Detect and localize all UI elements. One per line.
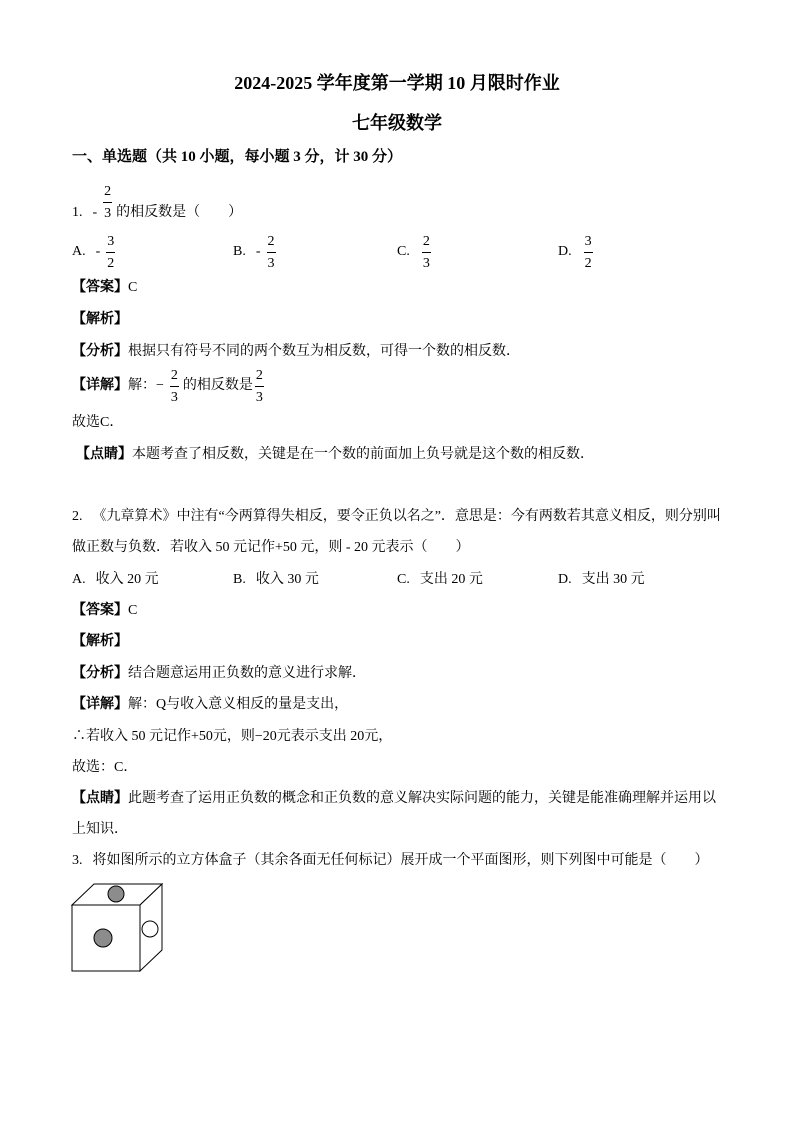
question-number: 1. — [72, 205, 83, 220]
dianjing-text: 本题考查了相反数，关键是在一个数的前面加上负号就是这个数的相反数． — [132, 447, 594, 462]
option-c — [397, 231, 435, 273]
denominator: 3 — [255, 389, 263, 405]
right-white-dot — [142, 921, 158, 937]
q1-dianjing-line — [76, 446, 594, 464]
detail-middle: 的相反数是 — [182, 378, 253, 393]
fraction — [168, 367, 181, 406]
detail-tag: 【详解】 — [72, 378, 128, 393]
detail-text: 解：Q与收入意义相反的量是支出， — [128, 697, 349, 712]
fraction-bar — [584, 252, 593, 253]
q1-detail-line — [72, 365, 268, 407]
option-label: C. — [397, 572, 410, 587]
numerator: 2 — [267, 233, 275, 249]
fraction — [265, 233, 278, 272]
fenxi-tag: 【分析】 — [72, 344, 128, 359]
answer-value: C — [128, 603, 138, 618]
numerator: 3 — [584, 233, 592, 249]
fraction — [104, 233, 117, 272]
q2-conclusion: 故选：C． — [72, 760, 138, 775]
answer-value: C — [128, 280, 138, 295]
q1-fenxi-line — [72, 343, 520, 361]
fraction — [253, 367, 266, 406]
q2-answer-line — [72, 602, 137, 620]
option-label: D. — [558, 244, 572, 259]
numerator: 2 — [170, 367, 178, 383]
question-stem: 将如图所示的立方体盒子（其余各面无任何标记）展开成一个平面图形，则下列图中可能是（ ） — [92, 853, 709, 868]
cube-figure — [60, 875, 170, 980]
question-1-options — [72, 231, 722, 273]
minus-sign: - — [95, 244, 101, 259]
option-c — [397, 571, 483, 589]
question-2-options — [72, 571, 722, 589]
fenxi-tag: 【分析】 — [72, 666, 128, 681]
denominator: 2 — [107, 255, 115, 271]
option-a — [72, 571, 159, 589]
page-title: 2024-2025 学年度第一学期 10 月限时作业 — [234, 73, 560, 93]
fraction — [420, 233, 433, 272]
denominator: 2 — [584, 255, 592, 271]
option-label: A. — [72, 244, 86, 259]
fraction-bar — [170, 386, 179, 387]
numerator: 2 — [422, 233, 430, 249]
q1-conclusion: 故选C． — [72, 415, 124, 430]
fraction-bar — [422, 252, 431, 253]
option-a — [72, 231, 119, 273]
numerator: 2 — [255, 367, 263, 383]
minus-sign: - — [92, 205, 98, 220]
fraction-bar — [255, 386, 264, 387]
fraction — [101, 183, 114, 222]
analysis-tag: 【解析】 — [72, 312, 128, 327]
answer-tag: 【答案】 — [72, 280, 128, 295]
question-2-stem-line-2: 做正数与负数．若收入 50 元记作+50 元，则 - 20 元表示（ ） — [72, 540, 470, 555]
denominator: 3 — [422, 255, 430, 271]
option-text: 支出 20 元 — [419, 572, 483, 587]
q2-detail-line-1 — [72, 696, 348, 714]
option-text: 支出 30 元 — [581, 572, 645, 587]
numerator: 2 — [104, 184, 112, 199]
analysis-tag: 【解析】 — [72, 634, 128, 649]
denominator: 3 — [104, 206, 112, 221]
dianjing-tag: 【点睛】 — [72, 791, 128, 806]
fraction-bar — [103, 202, 112, 203]
detail-tag: 【详解】 — [72, 697, 128, 712]
option-label: B. — [233, 572, 246, 587]
fraction — [582, 233, 595, 272]
option-label: C. — [397, 244, 410, 259]
option-d — [558, 231, 597, 273]
option-label: A. — [72, 572, 86, 587]
fenxi-text: 根据只有符号不同的两个数互为相反数，可得一个数的相反数． — [128, 344, 520, 359]
q2-detail-line-2: ∴若收入 50 元记作+50元，则−20元表示支出 20元， — [72, 729, 393, 744]
front-gray-dot — [94, 929, 112, 947]
fraction-bar — [106, 252, 115, 253]
q2-dianjing-line-2: 上知识． — [72, 822, 128, 837]
top-gray-dot — [108, 886, 124, 902]
minus-sign: - — [255, 244, 261, 259]
dianjing-text: 此题考查了运用正负数的概念和正负数的意义解决实际问题的能力，关键是能准确理解并运用以 — [128, 791, 716, 806]
question-3-stem — [72, 852, 709, 870]
dianjing-tag: 【点睛】 — [76, 447, 132, 462]
question-number: 2. — [72, 509, 83, 524]
option-b — [233, 231, 280, 273]
option-b — [233, 571, 319, 589]
numerator: 3 — [107, 233, 115, 249]
q2-analysis-line — [72, 633, 128, 651]
question-stem: 《九章算术》中注有“今两算得失相反，要令正负以名之”．意思是：今有两数若其意义相反，则分别叫 — [92, 509, 721, 524]
q2-fenxi-line — [72, 665, 366, 683]
question-stem: 的相反数是（ ） — [116, 205, 243, 220]
fenxi-text: 结合题意运用正负数的意义进行求解． — [128, 666, 366, 681]
q2-dianjing-line-1 — [72, 790, 716, 808]
option-label: B. — [233, 244, 246, 259]
question-2-stem-line-1 — [72, 508, 721, 526]
detail-prefix: 解： — [128, 378, 156, 393]
minus-sign: − — [156, 378, 164, 393]
q1-answer-line — [72, 279, 137, 297]
option-text: 收入 30 元 — [255, 572, 319, 587]
option-d — [558, 571, 645, 589]
option-label: D. — [558, 572, 572, 587]
section-heading: 一、单选题（共 10 小题，每小题 3 分，计 30 分） — [72, 149, 403, 165]
q1-analysis-line — [72, 311, 128, 329]
answer-tag: 【答案】 — [72, 603, 128, 618]
question-number: 3. — [72, 853, 83, 868]
fraction-bar — [267, 252, 276, 253]
option-text: 收入 20 元 — [95, 572, 159, 587]
page-subtitle: 七年级数学 — [352, 113, 442, 133]
denominator: 3 — [267, 255, 275, 271]
denominator: 3 — [170, 389, 178, 405]
question-1-stem — [72, 178, 242, 222]
